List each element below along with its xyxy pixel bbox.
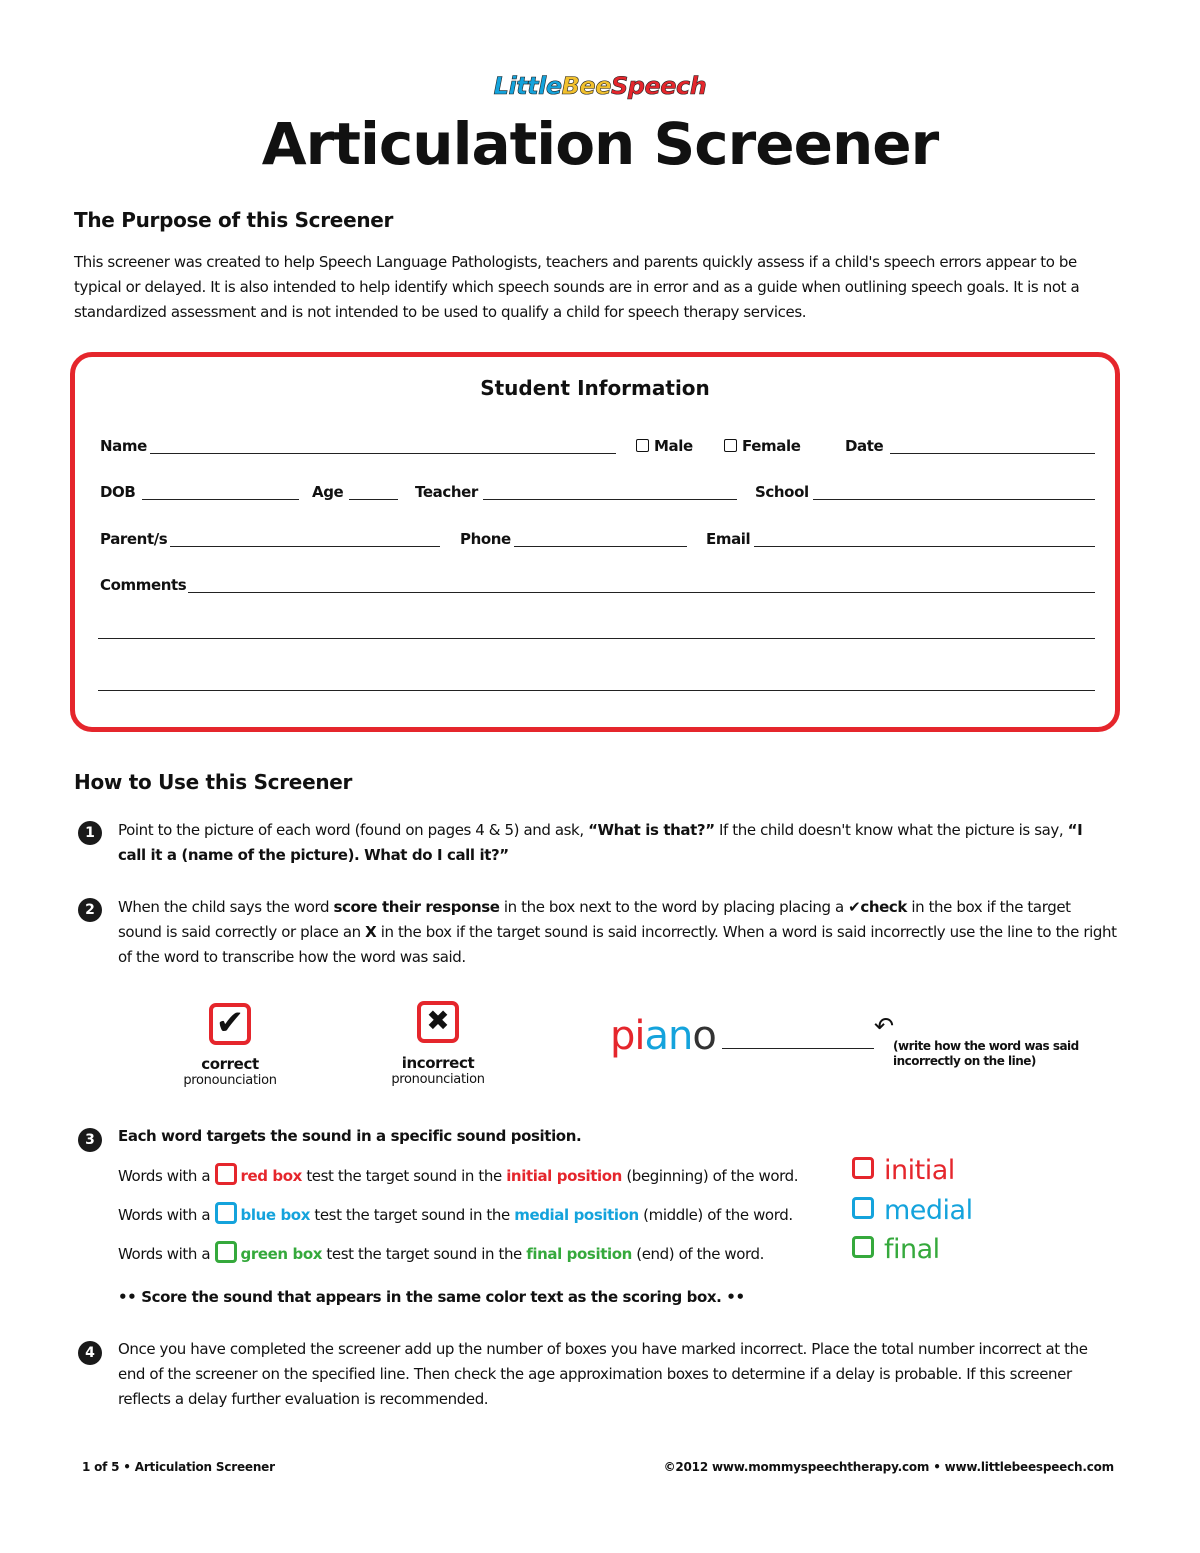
name-label: Name bbox=[100, 437, 147, 455]
footer-left: 1 of 5 • Articulation Screener bbox=[82, 1460, 275, 1474]
purpose-heading: The Purpose of this Screener bbox=[74, 208, 394, 232]
step-2-text: When the child says the word score their response in the box next to the word by placing placing a ✔check in the box if the target sound is said correctly or place an X in the box if the target sound is said incorrectly. When a word is said incorrectly use the line to the right of the word to transcribe how the word was said. bbox=[118, 898, 1117, 966]
phone-field[interactable] bbox=[514, 546, 687, 547]
comments-field[interactable] bbox=[188, 592, 1095, 593]
email-label: Email bbox=[706, 530, 751, 548]
step-2-number: 2 bbox=[78, 898, 102, 922]
how-to-heading: How to Use this Screener bbox=[74, 770, 353, 794]
student-info-title: Student Information bbox=[480, 376, 710, 400]
step-1-text: Point to the picture of each word (found on pages 4 & 5) and ask, “What is that?” If the child doesn't know what the picture is say, “I call it a (name of the picture). What do I call it?” bbox=[118, 821, 1083, 864]
parents-label: Parent/s bbox=[100, 530, 168, 548]
page-title: Articulation Screener bbox=[261, 110, 939, 178]
step-1-number: 1 bbox=[78, 821, 102, 845]
date-label: Date bbox=[845, 437, 884, 455]
date-field[interactable] bbox=[890, 453, 1095, 454]
step-3-number: 3 bbox=[78, 1128, 102, 1152]
transcription-line[interactable] bbox=[722, 1048, 874, 1049]
school-field[interactable] bbox=[813, 499, 1095, 500]
logo: LittleBeeSpeech bbox=[493, 72, 707, 100]
step-3-note: •• Score the sound that appears in the same color text as the scoring box. •• bbox=[118, 1288, 745, 1306]
green-box-icon bbox=[852, 1236, 874, 1258]
correct-label: correct bbox=[201, 1055, 259, 1073]
dob-field[interactable] bbox=[142, 499, 299, 500]
female-checkbox[interactable] bbox=[724, 439, 737, 452]
phone-label: Phone bbox=[460, 530, 511, 548]
step-3-row-red: Words with a red box test the target sound in the initial position (beginning) of the word. bbox=[118, 1163, 798, 1189]
blue-box-icon bbox=[852, 1197, 874, 1219]
step-3-intro: Each word targets the sound in a specific sound position. bbox=[118, 1127, 582, 1145]
step-4-text: Once you have completed the screener add up the number of boxes you have marked incorrect. Place the total number incorrect at the end of the screener on the specified line. Then check the age approximation boxes to determine if a delay is probable. If this screener reflects a delay further evaluation is recommended. bbox=[118, 1340, 1088, 1408]
parents-field[interactable] bbox=[170, 546, 440, 547]
curved-arrow-icon: ↶ bbox=[874, 1012, 895, 1040]
legend-final: final bbox=[852, 1234, 940, 1265]
age-field[interactable] bbox=[349, 499, 398, 500]
footer-right: ©2012 www.mommyspeechtherapy.com • www.littlebeespeech.com bbox=[663, 1460, 1114, 1474]
step-4-number: 4 bbox=[78, 1341, 102, 1365]
red-box-icon bbox=[215, 1163, 237, 1185]
age-label: Age bbox=[312, 483, 344, 501]
teacher-label: Teacher bbox=[415, 483, 478, 501]
step-3-row-green: Words with a green box test the target sound in the final position (end) of the word. bbox=[118, 1241, 764, 1267]
green-box-icon bbox=[215, 1241, 237, 1263]
red-box-icon bbox=[852, 1157, 874, 1179]
incorrect-sublabel: pronounciation bbox=[391, 1072, 485, 1087]
comments-label: Comments bbox=[100, 576, 187, 594]
school-label: School bbox=[755, 483, 809, 501]
legend-medial: medial bbox=[852, 1195, 973, 1226]
transcription-note: (write how the word was said incorrectly on the line) bbox=[893, 1039, 1079, 1068]
comments-line-3[interactable] bbox=[98, 690, 1095, 691]
dob-label: DOB bbox=[100, 483, 136, 501]
male-checkbox[interactable] bbox=[636, 439, 649, 452]
female-option[interactable]: Female bbox=[724, 437, 800, 455]
name-field[interactable] bbox=[150, 453, 616, 454]
legend-initial: initial bbox=[852, 1155, 955, 1186]
incorrect-label: incorrect bbox=[401, 1054, 475, 1072]
email-field[interactable] bbox=[754, 546, 1095, 547]
correct-sublabel: pronounciation bbox=[183, 1073, 277, 1088]
male-option[interactable]: Male bbox=[636, 437, 693, 455]
teacher-field[interactable] bbox=[483, 499, 737, 500]
comments-line-2[interactable] bbox=[98, 638, 1095, 639]
step-3-row-blue: Words with a blue box test the target sound in the medial position (middle) of the word. bbox=[118, 1202, 793, 1228]
purpose-text: This screener was created to help Speech Language Pathologists, teachers and parents quickly assess if a child's speech errors appear to be typical or delayed. It is also intended to help identify which speech sounds are in error and as a guide when outlining speech goals. It is not a standardized assessment and is not intended to be used to qualify a child for speech therapy services. bbox=[74, 253, 1080, 321]
correct-check-box: ✔ bbox=[209, 1003, 251, 1045]
incorrect-x-box: ✖ bbox=[417, 1001, 459, 1043]
student-info-box bbox=[70, 352, 1120, 732]
blue-box-icon bbox=[215, 1202, 237, 1224]
example-word: piano bbox=[610, 1013, 716, 1059]
